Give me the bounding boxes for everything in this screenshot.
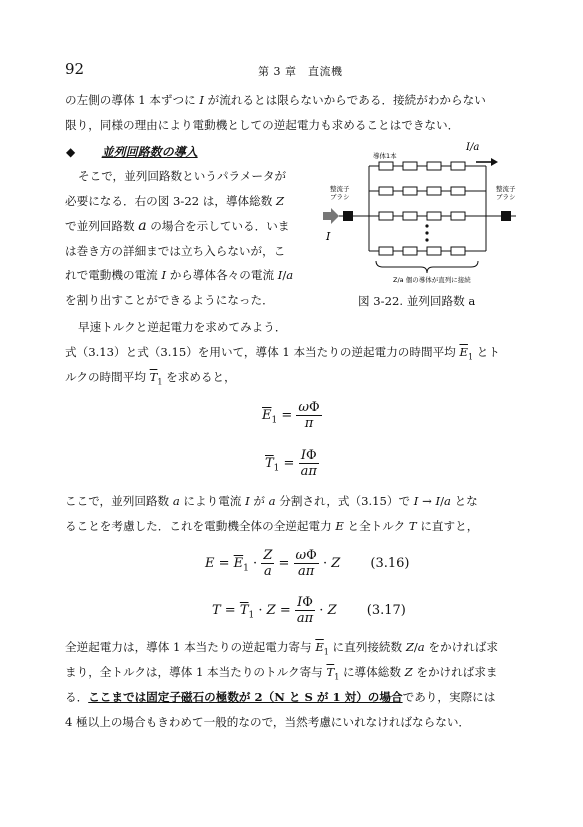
para2-line1: そこで，並列回路数というパラメータが <box>78 169 287 183</box>
para2-line6: を割り出すことができるようになった． <box>65 293 274 307</box>
label-brush-right: 整流子ブラシ <box>496 185 516 201</box>
para4-line1: ここで，並列回路数 a により電流 I が a 分割され，式（3.15）で I → I/a とな <box>65 494 478 508</box>
para3-line2: 式（3.13）と式（3.15）を用いて，導体 1 本当たりの逆起電力の時間平均 $\overline{E}_1$ とト <box>65 345 500 362</box>
conductor-row <box>369 247 486 255</box>
para2-line5: れで電動機の電流 I から導体各々の電流 I/a <box>65 268 294 282</box>
para2-line3: で並列回路数 a の場合を示している．いま <box>65 218 290 234</box>
chapter-header: 第 3 章 直流機 <box>258 65 343 78</box>
section-bullet: ◆ <box>66 145 76 159</box>
equation-3-17: $T = \overline{T}_1 \cdot Z$ = $\frac{I\Phi}{a\pi}$ · Z (3.17) <box>212 595 406 626</box>
text: の左側の導体 1 本ずつに <box>65 93 200 107</box>
para5-line3: る．ここまでは固定子磁石の極数が 2（N と S が 1 対）の場合であり，実際には <box>65 690 496 704</box>
label-current: I <box>326 230 331 243</box>
label-conductor: 導体1本 <box>373 152 397 160</box>
eq-label-3-17: (3.17) <box>366 603 406 618</box>
label-brush-left: 整流子ブラシ <box>330 185 350 201</box>
conductor-row <box>369 162 486 170</box>
section-heading <box>66 143 198 160</box>
para2-line4: は巻き方の詳細までは立ち入らないが，こ <box>65 244 286 258</box>
para3-line1: 早速トルクと逆起電力を求めてみよう． <box>78 320 287 334</box>
brush-right <box>501 211 511 221</box>
para1-line2: 限り，同様の理由により電動機としての逆起電力も求めることはできない． <box>65 118 460 132</box>
figure-caption: 図 3-22. 並列回路数 a <box>358 294 476 308</box>
page-number: 92 <box>65 60 85 78</box>
para4-line2: ることを考慮した．これを電動機全体の全逆起電力 E と全トルク T に直すと， <box>65 519 479 533</box>
para3-line3: ルクの時間平均 $\overline{T}_1$ を求めると， <box>65 370 236 387</box>
equation-e1: $\overline{E}_1$ = $\frac{\omega\Phi}{\pi}$ <box>262 400 320 431</box>
para5-line4: 4 極以上の場合もきわめて一般的なので，当然考慮にいれなければならない． <box>65 715 471 729</box>
emphasis-underline: ここまでは固定子磁石の極数が 2（N と S が 1 対）の場合 <box>88 690 403 704</box>
equation-3-16: $E = \overline{E}_1$ · $\frac{Z}{a}$ = $\frac{\omega\Phi}{a\pi}$ · Z (3.16) <box>205 548 410 579</box>
parallel-circuit-figure <box>321 136 521 290</box>
label-bottom: Z/a 個の導体が直列に接続 <box>393 276 471 284</box>
brush-left <box>343 211 353 221</box>
section-title: 並列回路数の導入 <box>101 145 198 159</box>
current-arrow <box>323 208 339 224</box>
label-top-frac: I/a <box>466 142 480 153</box>
para5-line2: まり，全トルクは，導体 1 本当たりのトルク寄与 $\overline{T}_1$ に導体総数 Z をかければ求ま <box>65 665 498 682</box>
para5-line1: 全逆起電力は，導体 1 本当たりの逆起電力寄与 $\overline{E}_1$ に直列接続数 Z/a をかければ求 <box>65 640 498 657</box>
equation-t1: $\overline{T}_1$ = $\frac{I\Phi}{a\pi}$ <box>265 448 317 479</box>
eq-label-3-16: (3.16) <box>370 556 410 571</box>
conductor-row <box>369 212 486 220</box>
conductor-row <box>369 187 486 195</box>
para1-line1: の左側の導体 1 本ずつに I が流れるとは限らないからである．接続がわからない <box>65 93 486 107</box>
para2-line2: 必要になる．右の図 3-22 は，導体総数 Z <box>65 194 285 208</box>
arrow-head-icon <box>491 158 498 166</box>
